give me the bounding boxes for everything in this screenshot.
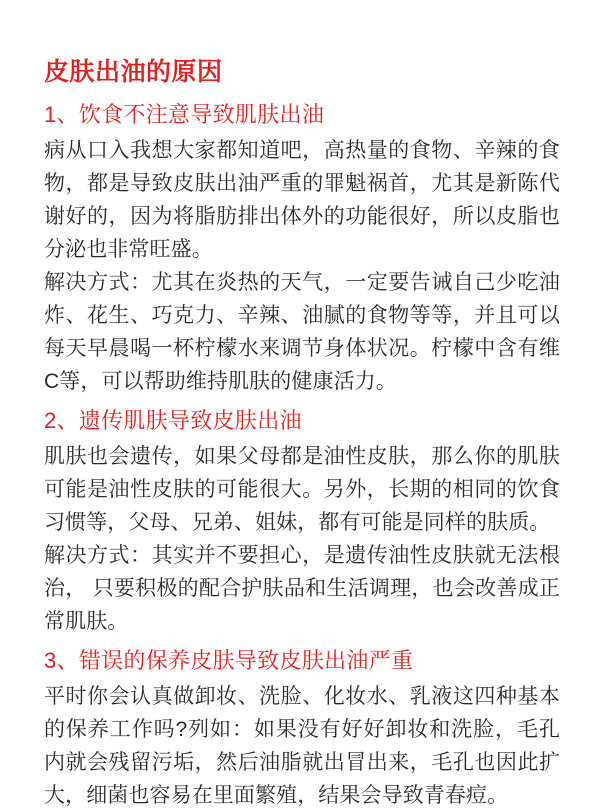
page-title: 皮肤出油的原因	[44, 58, 223, 86]
section-heading-1: 1、饮食不注意导致肌肤出油	[44, 102, 325, 127]
article-section-3	[44, 644, 560, 812]
section-heading-3: 3、错误的保养皮肤导致皮肤出油严重	[44, 648, 414, 673]
article-section-2	[44, 404, 560, 638]
section-2-paragraph-1: 肌肤也会遗传，如果父母都是油性皮肤，那么你的肌肤可能是油性皮肤的可能很大。另外，长期的相同的饮食习惯等，父母、兄弟、姐妹，都有可能是同样的肤质。	[44, 445, 560, 534]
article-body	[44, 56, 560, 812]
section-2-paragraph-2: 解决方式：其实并不要担心，是遗传油性皮肤就无法根治， 只要积极的配合护肤品和生活调理，也会改善成正常肌肤。	[44, 544, 560, 633]
article-section-1	[44, 98, 560, 398]
section-1-paragraph-1: 病从口入我想大家都知道吧，高热量的食物、辛辣的食物，都是导致皮肤出油严重的罪魁祸首，尤其是新陈代谢好的，因为将脂肪排出体外的功能很好，所以皮脂也分泌也非常旺盛。	[44, 139, 560, 261]
section-1-paragraph-2: 解决方式：尤其在炎热的天气，一定要告诫自己少吃油炸、花生、巧克力、辛辣、油腻的食物等等，并且可以每天早晨喝一杯柠檬水来调节身体状况。柠檬中含有维C等，可以帮助维持肌肤的健康活力。	[44, 271, 560, 393]
section-heading-2: 2、遗传肌肤导致皮肤出油	[44, 408, 302, 433]
section-3-paragraph-1: 平时你会认真做卸妆、洗脸、化妆水、乳液这四种基本的保养工作吗?列如：如果没有好好卸妆和洗脸，毛孔内就会残留污垢，然后油脂就出冒出来，毛孔也因此扩大，细菌也容易在里面繁殖，结果会导致青春痘。	[44, 685, 560, 807]
